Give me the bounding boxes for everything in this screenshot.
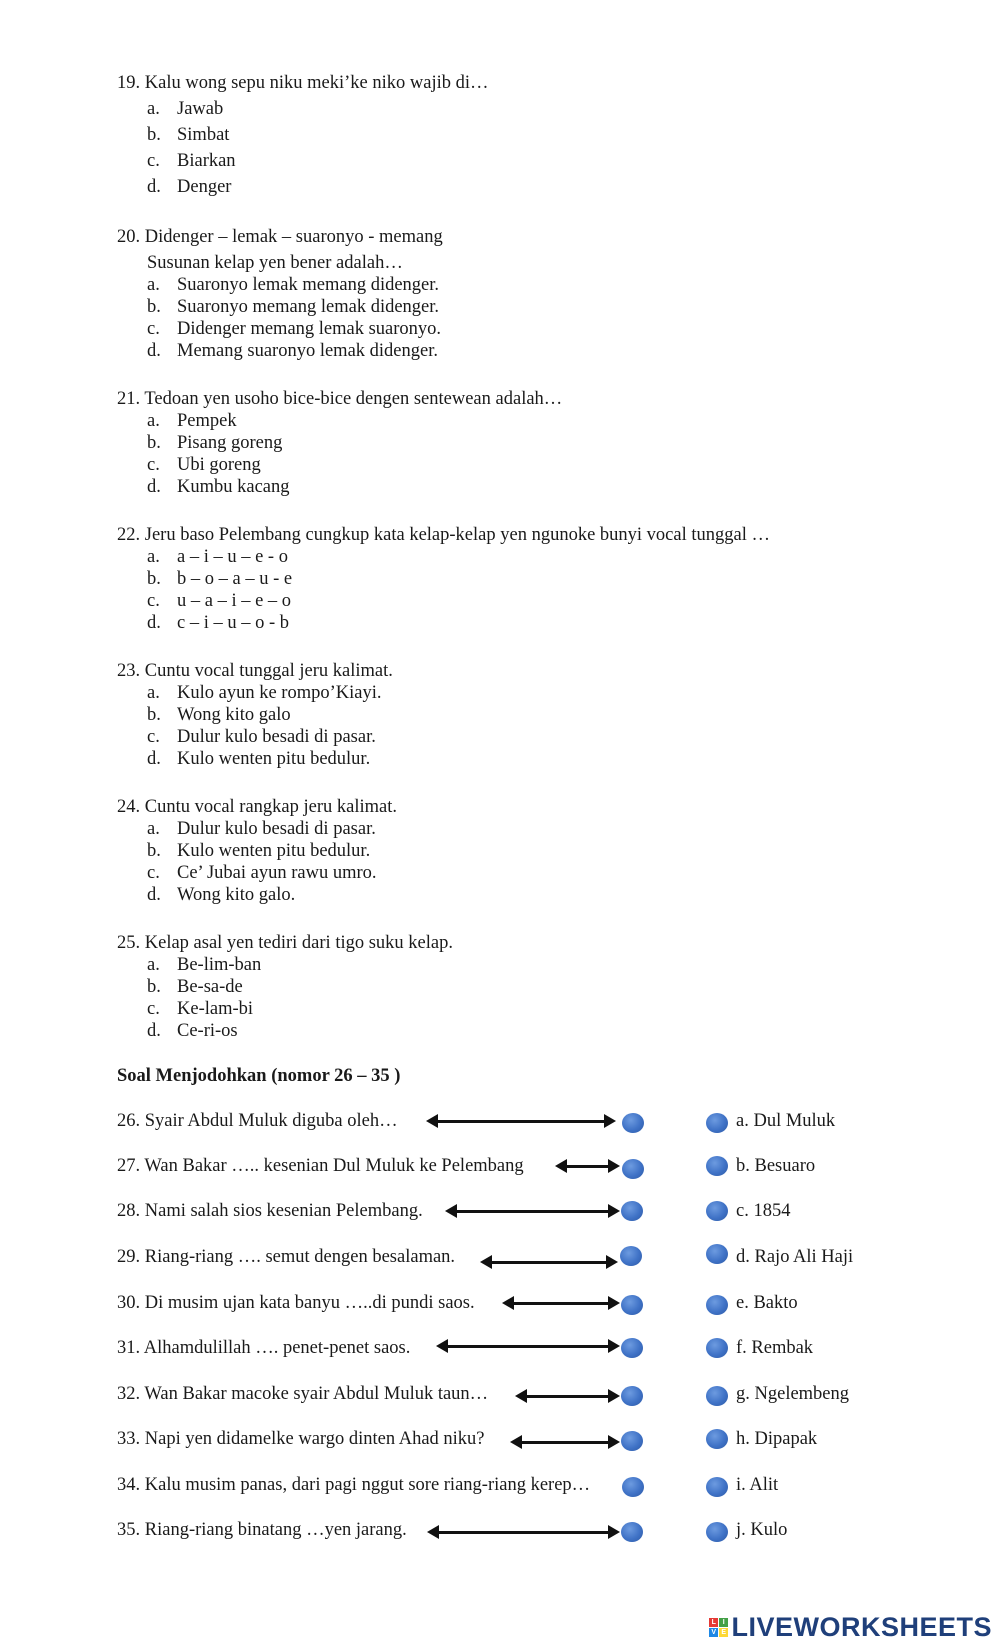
option[interactable]: b. Kulo wenten pitu bedulur. [147,841,371,861]
match-dot-left[interactable] [622,1113,644,1133]
question-20: 20. Didenger – lemak – suaronyo - memang Susunan kelap yen bener adalah… a. Suaronyo lemak memang didenger. b. Suaronyo memang lemak didenger. c. Didenger memang lemak suaronyo. d. Memang suaronyo lemak didenger. [117,227,443,361]
question-22: 22. Jeru baso Pelembang cungkup kata kelap-kelap yen ngunoke bunyi vocal tunggal … a. a – i – u – e - o b. b – o – a – u - e c. u – a – i – e – o d. c – i – u – o - b [117,525,770,633]
option[interactable]: d. c – i – u – o - b [147,613,290,633]
question-24: 24. Cuntu vocal rangkap jeru kalimat. a. Dulur kulo besadi di pasar. b. Kulo wenten pitu bedulur. c. Ce’ Jubai ayun rawu umro. d. Wong kito galo. [117,797,397,905]
double-arrow-icon [525,1395,610,1398]
match-answer: h. Dipapak [736,1429,818,1449]
liveworksheets-logo [709,1612,992,1643]
option[interactable]: d. Wong kito galo. [147,885,296,905]
match-answer: a. Dul Muluk [736,1111,836,1131]
option[interactable]: d. Memang suaronyo lemak didenger. [147,341,438,361]
question-19: 19. Kalu wong sepu niku meki’ke niko wajib di… a. Jawab b. Simbat c. Biarkan d. Denger [117,70,489,200]
match-row [0,1245,1000,1275]
match-question: 26. Syair Abdul Muluk diguba oleh… [117,1111,398,1131]
option[interactable]: a. Kulo ayun ke rompo’Kiayi. [147,683,382,703]
match-dot-right[interactable] [706,1429,728,1449]
match-question: 27. Wan Bakar ….. kesenian Dul Muluk ke Pelembang [117,1156,524,1176]
option[interactable]: a. a – i – u – e - o [147,547,288,567]
match-question: 31. Alhamdulillah …. penet-penet saos. [117,1338,411,1358]
option[interactable]: c. Ke-lam-bi [147,999,254,1019]
match-dot-right[interactable] [706,1386,728,1406]
option[interactable]: b. Be-sa-de [147,977,243,997]
matching-title: Soal Menjodohkan (nomor 26 – 35 ) [117,1066,401,1086]
match-row [0,1336,1000,1366]
match-dot-left[interactable] [621,1431,643,1451]
option[interactable]: c. Ce’ Jubai ayun rawu umro. [147,863,377,883]
match-answer: i. Alit [736,1475,779,1495]
match-dot-left[interactable] [621,1386,643,1406]
option[interactable]: a. Jawab [147,99,224,119]
match-answer: c. 1854 [736,1201,791,1221]
logo-text: LIVEWORKSHEETS [731,1612,992,1642]
match-answer: e. Bakto [736,1293,798,1313]
match-answer: j. Kulo [736,1520,788,1540]
double-arrow-icon [565,1165,610,1168]
match-question: 34. Kalu musim panas, dari pagi nggut sore riang-riang kerep… [117,1475,591,1495]
match-row [0,1427,1000,1457]
match-question: 29. Riang-riang …. semut dengen besalaman. [117,1247,456,1267]
match-row [0,1109,1000,1139]
match-row [0,1518,1000,1548]
match-dot-left[interactable] [622,1159,644,1179]
double-arrow-icon [490,1261,608,1264]
match-dot-right[interactable] [706,1244,728,1264]
match-dot-left[interactable] [621,1201,643,1221]
option[interactable]: c. u – a – i – e – o [147,591,292,611]
match-dot-right[interactable] [706,1338,728,1358]
match-dot-left[interactable] [621,1338,643,1358]
match-question: 33. Napi yen didamelke wargo dinten Ahad niku? [117,1429,485,1449]
match-dot-left[interactable] [620,1246,642,1266]
match-dot-right[interactable] [706,1156,728,1176]
option[interactable]: a. Dulur kulo besadi di pasar. [147,819,376,839]
match-dot-left[interactable] [621,1295,643,1315]
double-arrow-icon [446,1345,610,1348]
match-row [0,1199,1000,1229]
match-question: 32. Wan Bakar macoke syair Abdul Muluk taun… [117,1384,489,1404]
option[interactable]: c. Ubi goreng [147,455,261,475]
option[interactable]: d. Ce-ri-os [147,1021,238,1041]
double-arrow-icon [437,1531,610,1534]
match-question: 30. Di musim ujan kata banyu …..di pundi saos. [117,1293,475,1313]
match-dot-right[interactable] [706,1522,728,1542]
match-question: 28. Nami salah sios kesenian Pelembang. [117,1201,423,1221]
option[interactable]: a. Be-lim-ban [147,955,262,975]
match-row [0,1154,1000,1184]
question-21: 21. Tedoan yen usoho bice-bice dengen sentewean adalah… a. Pempek b. Pisang goreng c. Ubi goreng d. Kumbu kacang [117,389,563,497]
match-answer: g. Ngelembeng [736,1384,850,1404]
option[interactable]: a. Pempek [147,411,237,431]
match-row [0,1382,1000,1412]
question-23: 23. Cuntu vocal tunggal jeru kalimat. a. Kulo ayun ke rompo’Kiayi. b. Wong kito galo c. Dulur kulo besadi di pasar. d. Kulo wenten pitu bedulur. [117,661,393,769]
match-dot-right[interactable] [706,1477,728,1497]
option[interactable]: d. Kumbu kacang [147,477,290,497]
match-answer: b. Besuaro [736,1156,816,1176]
match-row [0,1291,1000,1321]
match-dot-left[interactable] [622,1477,644,1497]
question-25: 25. Kelap asal yen tediri dari tigo suku kelap. a. Be-lim-ban b. Be-sa-de c. Ke-lam-bi d. Ce-ri-os [117,933,453,1041]
match-dot-left[interactable] [621,1522,643,1542]
option[interactable]: c. Didenger memang lemak suaronyo. [147,319,442,339]
option[interactable]: b. Suaronyo memang lemak didenger. [147,297,440,317]
option[interactable]: d. Denger [147,177,232,197]
option[interactable]: b. Pisang goreng [147,433,283,453]
option[interactable]: b. b – o – a – u - e [147,569,293,589]
double-arrow-icon [455,1210,610,1213]
match-answer: f. Rembak [736,1338,814,1358]
match-question: 35. Riang-riang binatang …yen jarang. [117,1520,407,1540]
option[interactable]: a. Suaronyo lemak memang didenger. [147,275,440,295]
double-arrow-icon [520,1441,610,1444]
double-arrow-icon [512,1302,610,1305]
option[interactable]: d. Kulo wenten pitu bedulur. [147,749,371,769]
match-dot-right[interactable] [706,1201,728,1221]
option[interactable]: b. Simbat [147,125,230,145]
option[interactable]: c. Dulur kulo besadi di pasar. [147,727,376,747]
match-answer: d. Rajo Ali Haji [736,1247,854,1267]
option[interactable]: c. Biarkan [147,151,236,171]
liveworksheets-logo-icon: L I V E [711,1619,727,1636]
match-row [0,1473,1000,1503]
match-dot-right[interactable] [706,1295,728,1315]
double-arrow-icon [436,1120,606,1123]
option[interactable]: b. Wong kito galo [147,705,291,725]
match-dot-right[interactable] [706,1113,728,1133]
